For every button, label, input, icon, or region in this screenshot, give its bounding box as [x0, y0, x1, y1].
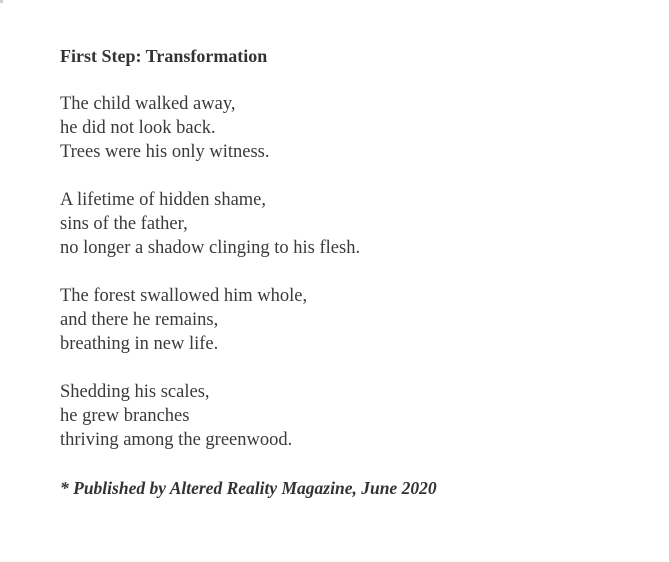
stanza-1 [60, 92, 640, 164]
poem-line: no longer a shadow clinging to his flesh. [60, 238, 361, 258]
poem-line: sins of the father, [60, 214, 188, 234]
poem-line: he did not look back. [60, 118, 216, 138]
poem-line: he grew branches [60, 406, 190, 426]
poem-line: Trees were his only witness. [60, 142, 270, 162]
poem-line: breathing in new life. [60, 334, 219, 354]
poem-line: Shedding his scales, [60, 382, 210, 402]
stanza-2 [60, 188, 640, 260]
poem-line: The child walked away, [60, 94, 236, 114]
poem-line: The forest swallowed him whole, [60, 286, 308, 306]
stanza-4 [60, 380, 640, 452]
poem-line: thriving among the greenwood. [60, 430, 293, 450]
poem [60, 44, 640, 500]
poem-line: A lifetime of hidden shame, [60, 190, 267, 210]
publication-note: * Published by Altered Reality Magazine, June 2020 [60, 478, 437, 498]
corner-mark [0, 0, 3, 3]
poem-line: and there he remains, [60, 310, 219, 330]
poem-title: First Step: Transformation [60, 46, 268, 66]
stanza-3 [60, 284, 640, 356]
